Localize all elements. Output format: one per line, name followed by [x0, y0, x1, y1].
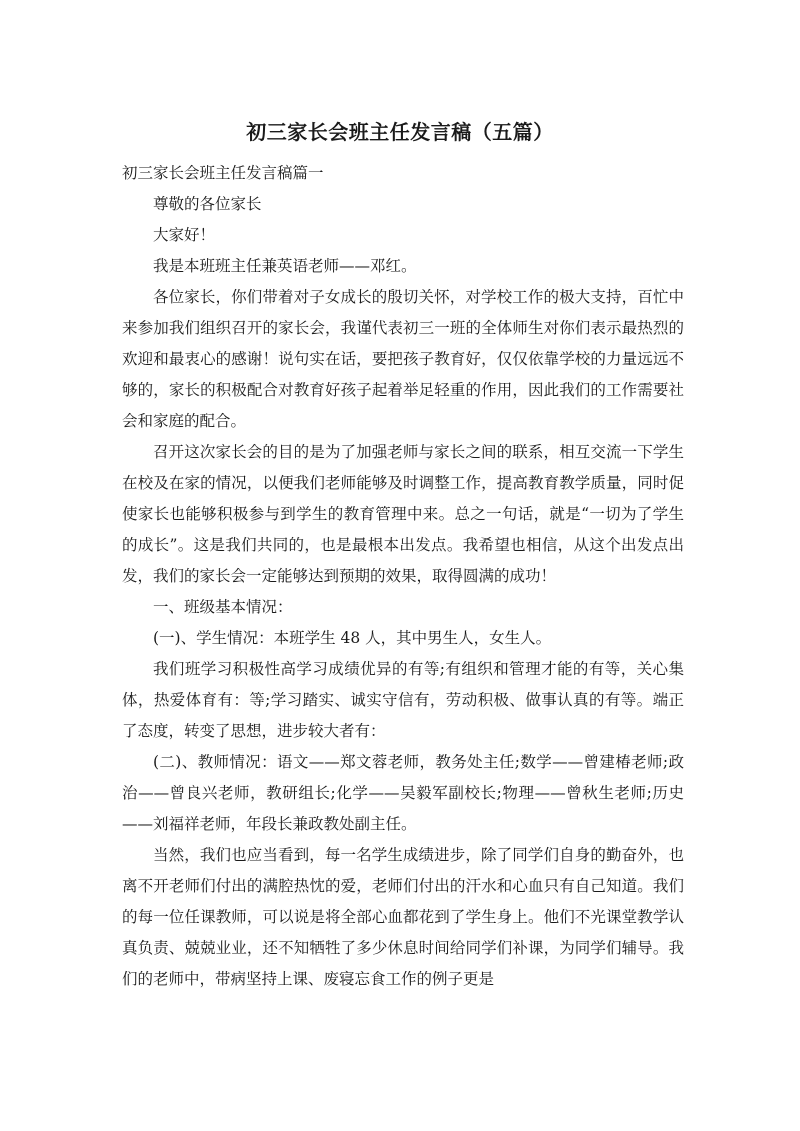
- body-paragraph: 当然，我们也应当看到，每一名学生成绩进步，除了同学们自身的勤奋外，也离不开老师们付出的满腔热忱的爱，老师们付出的汗水和心血只有自己知道。我们的每一位任课教师，可以说是将全部心血都花到了学生身上。他们不光课堂教学认真负责、兢兢业业，还不知牺牲了多少休息时间给同学们补课，为同学们辅导。我们的老师中，带病坚持上课、废寝忘食工作的例子更是: [122, 846, 684, 988]
- section-heading: 初三家长会班主任发言稿篇一: [122, 164, 324, 182]
- body-paragraph: 我们班学习积极性高学习成绩优异的有等;有组织和管理才能的有等，关心集体，热爱体育有：等;学习踏实、诚实守信有，劳动积极、做事认真的有等。端正了态度，转变了思想，进步较大者有：: [122, 660, 684, 740]
- subsection-heading: 一、班级基本情况：: [153, 598, 293, 616]
- greeting: 大家好！: [153, 226, 216, 244]
- body-paragraph: 各位家长，你们带着对子女成长的殷切关怀，对学校工作的极大支持，百忙中来参加我们组织召开的家长会，我谨代表初三一班的全体师生对你们表示最热烈的欢迎和最衷心的感谢！说句实在话，要把孩子教育好，仅仅依靠学校的力量远远不够的，家长的积极配合对教育好孩子起着举足轻重的作用，因此我们的工作需要社会和家庭的配合。: [122, 288, 684, 430]
- document-title: 初三家长会班主任发言稿（五篇）: [246, 120, 554, 144]
- self-introduction: 我是本班班主任兼英语老师——邓红。: [153, 257, 417, 275]
- salutation: 尊敬的各位家长: [153, 195, 262, 213]
- body-paragraph: 召开这次家长会的目的是为了加强老师与家长之间的联系，相互交流一下学生在校及在家的情况，以便我们老师能够及时调整工作，提高教育教学质量，同时促使家长也能够积极参与到学生的教育管理中来。总之一句话，就是“一切为了学生的成长”。这是我们共同的，也是最根本出发点。我希望也相信，从这个出发点出发，我们的家长会一定能够达到预期的效果，取得圆满的成功！: [122, 443, 684, 585]
- body-paragraph: (一)、学生情况：本班学生 48 人，其中男生人，女生人。: [153, 629, 552, 647]
- body-paragraph: (二)、教师情况：语文——郑文蓉老师，教务处主任;数学——曾建椿老师;政治——曾良兴老师，教研组长;化学——吴毅军副校长;物理——曾秋生老师;历史——刘福祥老师，年段长兼政教处副主任。: [122, 753, 684, 833]
- document-body: [122, 158, 684, 995]
